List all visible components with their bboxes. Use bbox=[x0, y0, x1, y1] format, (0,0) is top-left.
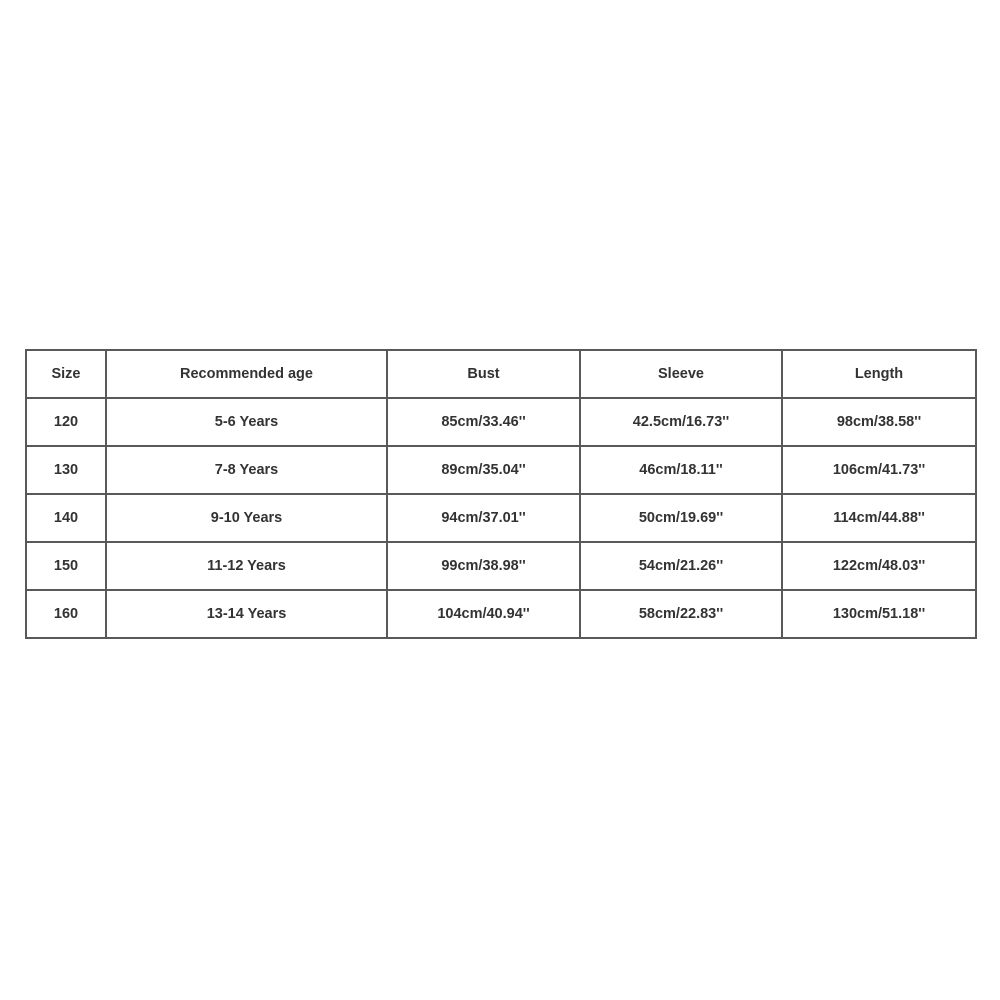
table-row bbox=[26, 542, 976, 590]
header-bust: Bust bbox=[387, 350, 580, 398]
cell-sleeve: 42.5cm/16.73'' bbox=[580, 398, 782, 446]
cell-length: 130cm/51.18'' bbox=[782, 590, 976, 638]
cell-recommended-age: 11-12 Years bbox=[106, 542, 387, 590]
header-recommended-age: Recommended age bbox=[106, 350, 387, 398]
cell-bust: 89cm/35.04'' bbox=[387, 446, 580, 494]
cell-recommended-age: 9-10 Years bbox=[106, 494, 387, 542]
table-row bbox=[26, 590, 976, 638]
cell-bust: 99cm/38.98'' bbox=[387, 542, 580, 590]
cell-sleeve: 58cm/22.83'' bbox=[580, 590, 782, 638]
cell-sleeve: 54cm/21.26'' bbox=[580, 542, 782, 590]
table-row bbox=[26, 494, 976, 542]
table-row bbox=[26, 398, 976, 446]
cell-size: 140 bbox=[26, 494, 106, 542]
table-row bbox=[26, 446, 976, 494]
cell-recommended-age: 5-6 Years bbox=[106, 398, 387, 446]
header-length: Length bbox=[782, 350, 976, 398]
cell-recommended-age: 7-8 Years bbox=[106, 446, 387, 494]
size-chart-table bbox=[25, 349, 977, 639]
cell-bust: 94cm/37.01'' bbox=[387, 494, 580, 542]
cell-length: 106cm/41.73'' bbox=[782, 446, 976, 494]
table-header-row bbox=[26, 350, 976, 398]
header-size: Size bbox=[26, 350, 106, 398]
cell-sleeve: 46cm/18.11'' bbox=[580, 446, 782, 494]
header-sleeve: Sleeve bbox=[580, 350, 782, 398]
cell-length: 98cm/38.58'' bbox=[782, 398, 976, 446]
cell-sleeve: 50cm/19.69'' bbox=[580, 494, 782, 542]
cell-length: 122cm/48.03'' bbox=[782, 542, 976, 590]
cell-size: 130 bbox=[26, 446, 106, 494]
cell-size: 150 bbox=[26, 542, 106, 590]
cell-length: 114cm/44.88'' bbox=[782, 494, 976, 542]
cell-bust: 104cm/40.94'' bbox=[387, 590, 580, 638]
cell-size: 160 bbox=[26, 590, 106, 638]
cell-size: 120 bbox=[26, 398, 106, 446]
cell-bust: 85cm/33.46'' bbox=[387, 398, 580, 446]
cell-recommended-age: 13-14 Years bbox=[106, 590, 387, 638]
